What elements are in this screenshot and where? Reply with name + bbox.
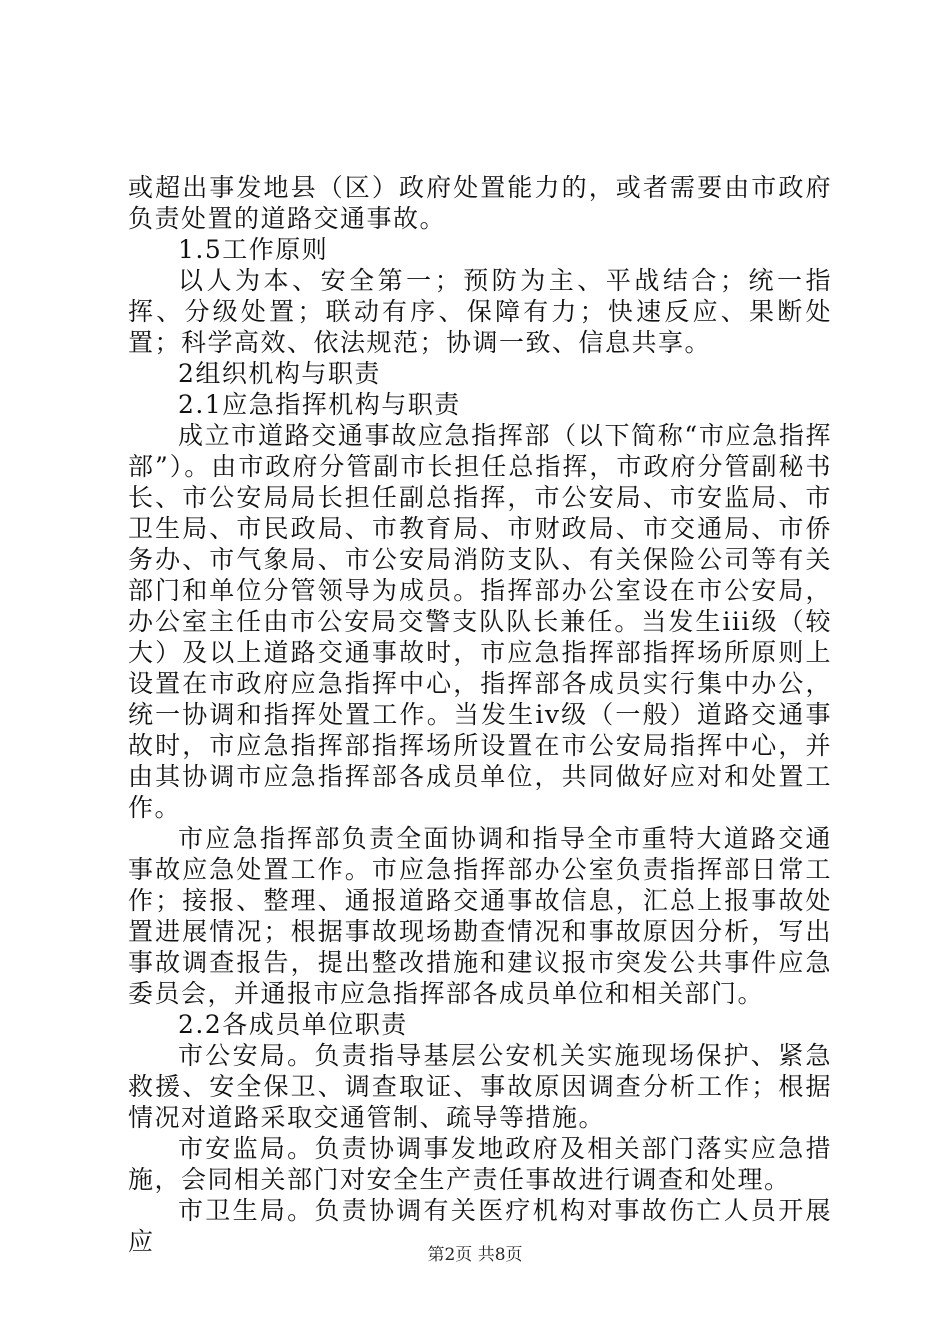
paragraph-command-duties: 市应急指挥部负责全面协调和指导全市重特大道路交通事故应急处置工作。市应急指挥部办公室负责指挥部日常工作；接报、整理、通报道路交通事故信息，汇总上报事故处置进展情况；根据事故现场勘查情况和事故原因分析，写出事故调查报告，提出整改措施和建议报市突发公共事件应急委员会，并通报市应急指挥部各成员单位和相关部门。 bbox=[128, 824, 832, 1008]
paragraph-public-security: 市公安局。负责指导基层公安机关实施现场保护、紧急救援、安全保卫、调查取证、事故原因调查分析工作；根据情况对道路采取交通管制、疏导等措施。 bbox=[128, 1041, 832, 1132]
paragraph-safety-supervision: 市安监局。负责协调事发地政府及相关部门落实应急措施，会同相关部门对安全生产责任事故进行调查和处理。 bbox=[128, 1134, 832, 1194]
paragraph-command-structure: 成立市道路交通事故应急指挥部（以下简称“市应急指挥部”）。由市政府分管副市长担任总指挥，市政府分管副秘书长、市公安局局长担任副总指挥，市公安局、市安监局、市卫生局、市民政局、市教育局、市财政局、市交通局、市侨务办、市气象局、市公安局消防支队、有关保险公司等有关部门和单位分管领导为成员。指挥部办公室设在市公安局，办公室主任由市公安局交警支队队长兼任。当发生iii级（较大）及以上道路交通事故时，市应急指挥部指挥场所原则上设置在市政府应急指挥中心，指挥部各成员实行集中办公，统一协调和指挥处置工作。当发生iv级（一般）道路交通事故时，市应急指挥部指挥场所设置在市公安局指挥中心，并由其协调市应急指挥部各成员单位，共同做好应对和处置工作。 bbox=[128, 421, 832, 822]
paragraph-continuation: 或超出事发地县（区）政府处置能力的，或者需要由市政府负责处置的道路交通事故。 bbox=[128, 173, 832, 233]
body-text bbox=[128, 172, 832, 1257]
paragraph-health-bureau: 市卫生局。负责协调有关医疗机构对事故伤亡人员开展应 bbox=[128, 1196, 832, 1256]
page-footer: 第2页 共8页 bbox=[427, 1245, 523, 1265]
section-heading-1-5: 1.5工作原则 bbox=[178, 235, 329, 264]
section-heading-2-2: 2.2各成员单位职责 bbox=[178, 1010, 408, 1039]
section-heading-2: 2组织机构与职责 bbox=[178, 359, 381, 388]
section-heading-2-1: 2.1应急指挥机构与职责 bbox=[178, 390, 461, 419]
paragraph-principles: 以人为本、安全第一；预防为主、平战结合；统一指挥、分级处置；联动有序、保障有力；快速反应、果断处置；科学高效、依法规范；协调一致、信息共享。 bbox=[128, 266, 832, 357]
